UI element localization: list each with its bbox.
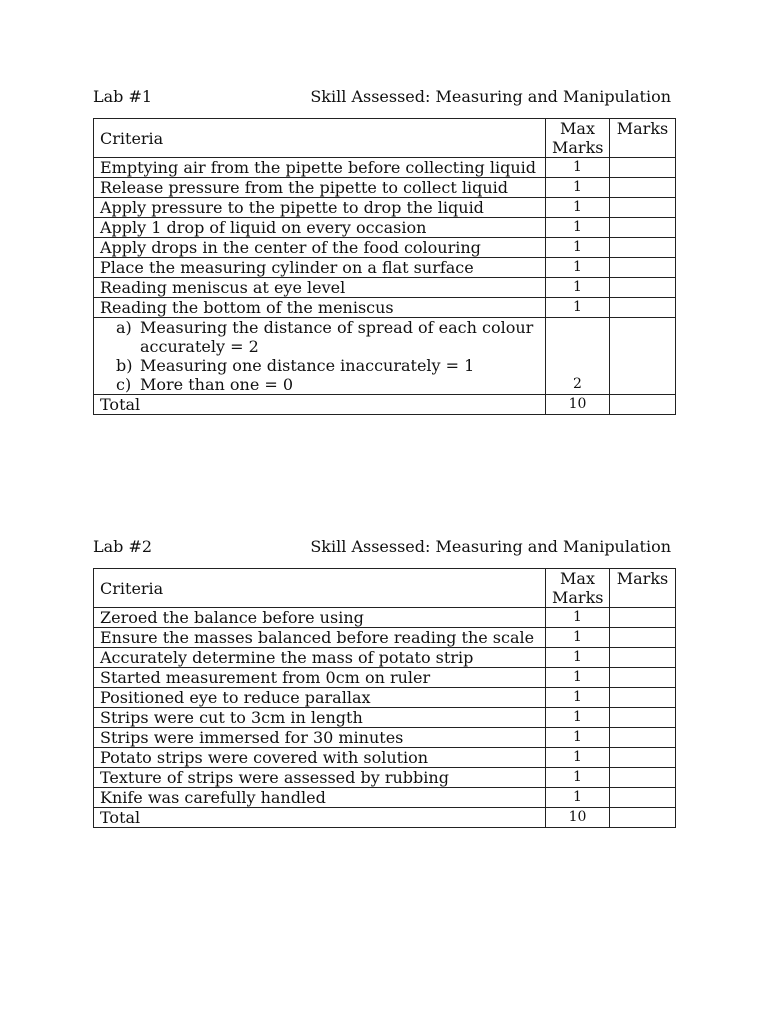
total-label: Total <box>94 395 546 415</box>
table-row <box>94 238 676 258</box>
marks-cell[interactable] <box>610 318 676 395</box>
total-max-marks: 10 <box>546 808 610 828</box>
marks-cell[interactable] <box>610 648 676 668</box>
criteria-cell: Release pressure from the pipette to collect liquid <box>94 178 546 198</box>
total-marks-cell[interactable] <box>610 808 676 828</box>
total-row <box>94 808 676 828</box>
criteria-cell: Reading the bottom of the meniscus <box>94 298 546 318</box>
max-marks-header <box>546 119 610 158</box>
criteria-cell: Emptying air from the pipette before collecting liquid <box>94 158 546 178</box>
lab-1-rubric-table <box>93 118 676 415</box>
marks-header: Marks <box>610 119 676 158</box>
max-marks-header <box>546 569 610 608</box>
sublist-letter: b) <box>116 356 133 375</box>
marks-header: Marks <box>610 569 676 608</box>
marks-cell[interactable] <box>610 668 676 688</box>
lab-1-title: Lab #1 <box>93 87 153 106</box>
marks-cell[interactable] <box>610 158 676 178</box>
max-marks-cell: 1 <box>546 298 610 318</box>
table-row <box>94 788 676 808</box>
marks-cell[interactable] <box>610 608 676 628</box>
sublist-letter: a) <box>116 318 132 337</box>
table-row <box>94 608 676 628</box>
table-row <box>94 688 676 708</box>
max-marks-cell: 1 <box>546 158 610 178</box>
sublist-item <box>116 356 539 375</box>
max-marks-cell: 1 <box>546 628 610 648</box>
criteria-cell: Zeroed the balance before using <box>94 608 546 628</box>
table-row <box>94 218 676 238</box>
sublist-letter: c) <box>116 375 132 394</box>
table-header-row <box>94 119 676 158</box>
marks-cell[interactable] <box>610 178 676 198</box>
table-row <box>94 278 676 298</box>
lab-1-header <box>93 86 675 110</box>
max-marks-cell: 1 <box>546 258 610 278</box>
table-row <box>94 628 676 648</box>
marks-cell[interactable] <box>610 788 676 808</box>
criteria-cell: Strips were cut to 3cm in length <box>94 708 546 728</box>
max-marks-cell: 1 <box>546 668 610 688</box>
marks-cell[interactable] <box>610 198 676 218</box>
table-row <box>94 198 676 218</box>
criteria-cell: Reading meniscus at eye level <box>94 278 546 298</box>
table-row <box>94 648 676 668</box>
max-marks-cell: 1 <box>546 728 610 748</box>
sublist-text: Measuring the distance of spread of each colour accurately = 2 <box>140 318 534 356</box>
criteria-sublist <box>116 318 539 394</box>
max-marks-cell: 1 <box>546 178 610 198</box>
max-marks-cell: 1 <box>546 688 610 708</box>
total-row <box>94 395 676 415</box>
marks-cell[interactable] <box>610 298 676 318</box>
table-row <box>94 748 676 768</box>
table-row <box>94 768 676 788</box>
sublist-text: More than one = 0 <box>140 375 294 394</box>
total-max-marks: 10 <box>546 395 610 415</box>
marks-cell[interactable] <box>610 748 676 768</box>
marks-cell[interactable] <box>610 238 676 258</box>
lab-2-skill-assessed: Skill Assessed: Measuring and Manipulation <box>310 537 671 556</box>
criteria-cell: Strips were immersed for 30 minutes <box>94 728 546 748</box>
criteria-cell: Place the measuring cylinder on a flat surface <box>94 258 546 278</box>
criteria-cell: Apply 1 drop of liquid on every occasion <box>94 218 546 238</box>
max-marks-cell: 1 <box>546 608 610 628</box>
lab-2-header <box>93 536 675 560</box>
max-marks-cell: 1 <box>546 748 610 768</box>
criteria-cell: Ensure the masses balanced before reading the scale <box>94 628 546 648</box>
table-header-row <box>94 569 676 608</box>
lab-2-title: Lab #2 <box>93 537 153 556</box>
table-row <box>94 258 676 278</box>
criteria-cell: Positioned eye to reduce parallax <box>94 688 546 708</box>
max-marks-header-line1: Max <box>560 569 595 588</box>
marks-cell[interactable] <box>610 278 676 298</box>
table-row-spread-measurement <box>94 318 676 395</box>
sublist-item <box>116 318 539 356</box>
criteria-cell: Knife was carefully handled <box>94 788 546 808</box>
criteria-cell: Potato strips were covered with solution <box>94 748 546 768</box>
lab-1-section <box>93 86 675 414</box>
criteria-sublist-cell <box>94 318 546 395</box>
marks-cell[interactable] <box>610 768 676 788</box>
criteria-header: Criteria <box>94 569 546 608</box>
marks-cell[interactable] <box>610 728 676 748</box>
marks-cell[interactable] <box>610 218 676 238</box>
max-marks-header-line2: Marks <box>552 588 604 607</box>
table-row <box>94 668 676 688</box>
total-label: Total <box>94 808 546 828</box>
max-marks-cell: 1 <box>546 708 610 728</box>
criteria-cell: Started measurement from 0cm on ruler <box>94 668 546 688</box>
sublist-item <box>116 375 539 394</box>
max-marks-cell: 1 <box>546 648 610 668</box>
max-marks-cell: 1 <box>546 278 610 298</box>
lab-2-section <box>93 536 675 827</box>
table-row <box>94 728 676 748</box>
criteria-cell: Apply drops in the center of the food colouring <box>94 238 546 258</box>
max-marks-header-line2: Marks <box>552 138 604 157</box>
criteria-cell: Accurately determine the mass of potato strip <box>94 648 546 668</box>
marks-cell[interactable] <box>610 628 676 648</box>
max-marks-cell: 1 <box>546 788 610 808</box>
table-row <box>94 708 676 728</box>
table-row <box>94 298 676 318</box>
total-marks-cell[interactable] <box>610 395 676 415</box>
marks-cell[interactable] <box>610 708 676 728</box>
sublist-text: Measuring one distance inaccurately = 1 <box>140 356 475 375</box>
criteria-cell: Apply pressure to the pipette to drop the liquid <box>94 198 546 218</box>
max-marks-cell: 2 <box>546 318 610 395</box>
max-marks-cell: 1 <box>546 238 610 258</box>
max-marks-header-line1: Max <box>560 119 595 138</box>
criteria-header: Criteria <box>94 119 546 158</box>
table-row <box>94 158 676 178</box>
criteria-cell: Texture of strips were assessed by rubbing <box>94 768 546 788</box>
max-marks-cell: 1 <box>546 198 610 218</box>
lab-2-rubric-table <box>93 568 676 828</box>
lab-1-skill-assessed: Skill Assessed: Measuring and Manipulation <box>310 87 671 106</box>
max-marks-cell: 1 <box>546 768 610 788</box>
table-row <box>94 178 676 198</box>
marks-cell[interactable] <box>610 688 676 708</box>
max-marks-cell: 1 <box>546 218 610 238</box>
marks-cell[interactable] <box>610 258 676 278</box>
